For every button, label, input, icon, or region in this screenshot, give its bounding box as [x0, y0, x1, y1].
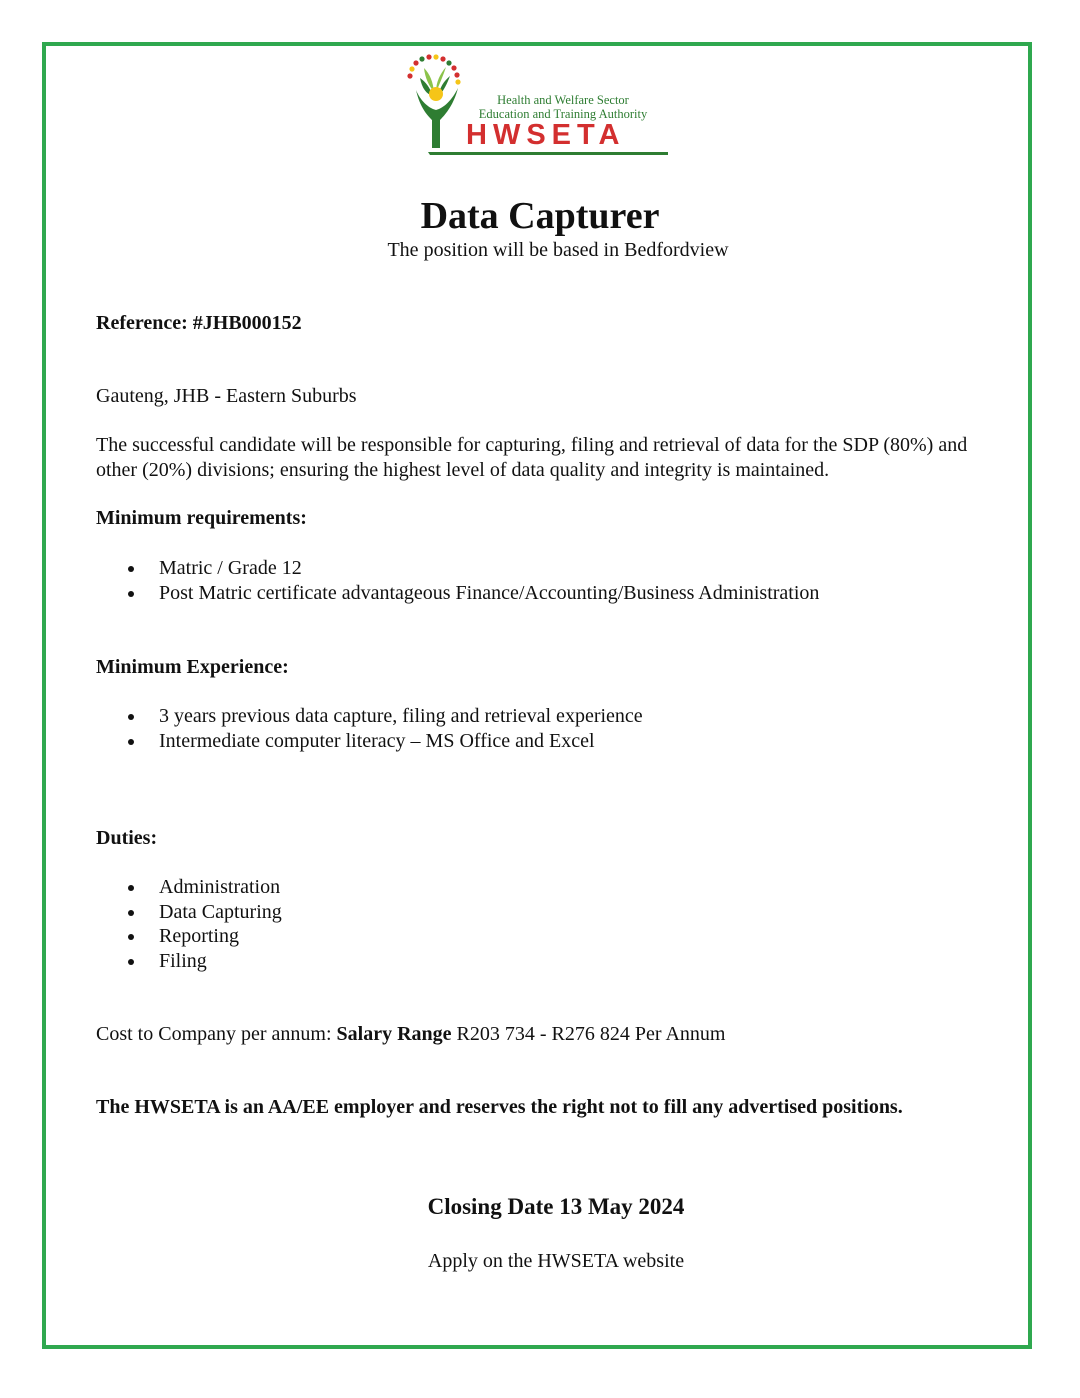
list-item: Post Matric certificate advantageous Finance/Accounting/Business Administration: [96, 581, 819, 606]
page-subtitle: The position will be based in Bedfordview: [387, 239, 729, 261]
job-location: Gauteng, JHB - Eastern Suburbs: [96, 385, 357, 407]
list-item: 3 years previous data capture, filing and retrieval experience: [96, 704, 643, 729]
list-item: Administration: [96, 875, 282, 900]
job-description: The successful candidate will be responsible for capturing, filing and retrieval of data for the SDP (80%) and other (20%) divisions; ensuring the highest level of data quality and integrity is maintained.: [96, 434, 968, 481]
salary-label: Salary Range: [336, 1023, 452, 1045]
salary-line: [96, 1022, 725, 1046]
closing-date: Closing Date 13 May 2024: [427, 1194, 685, 1219]
duties-heading: Duties:: [96, 827, 158, 849]
apply-instruction: Apply on the HWSETA website: [427, 1250, 685, 1272]
requirements-heading: Minimum requirements:: [96, 507, 307, 529]
hwseta-logo: [400, 52, 680, 160]
list-item: Reporting: [96, 924, 282, 949]
logo-wordmark: HWSETA: [466, 119, 626, 151]
list-item: Intermediate computer literacy – MS Office and Excel: [96, 729, 643, 754]
reference-number: Reference: #JHB000152: [96, 312, 302, 334]
salary-prefix: Cost to Company per annum:: [96, 1023, 337, 1045]
requirements-list: [96, 556, 819, 605]
page-title: Data Capturer: [420, 195, 660, 237]
list-item: Data Capturing: [96, 900, 282, 925]
salary-value: R203 734 - R276 824 Per Annum: [451, 1023, 726, 1045]
logo-tagline-1: Health and Welfare Sector: [497, 93, 629, 107]
experience-heading: Minimum Experience:: [96, 656, 289, 678]
logo-tagline-2: Education and Training Authority: [478, 107, 648, 121]
experience-list: [96, 704, 643, 753]
employer-disclaimer: The HWSETA is an AA/EE employer and reserves the right not to fill any advertised positions.: [96, 1096, 903, 1118]
list-item: Matric / Grade 12: [96, 556, 819, 581]
duties-list: [96, 875, 282, 973]
list-item: Filing: [96, 949, 282, 974]
